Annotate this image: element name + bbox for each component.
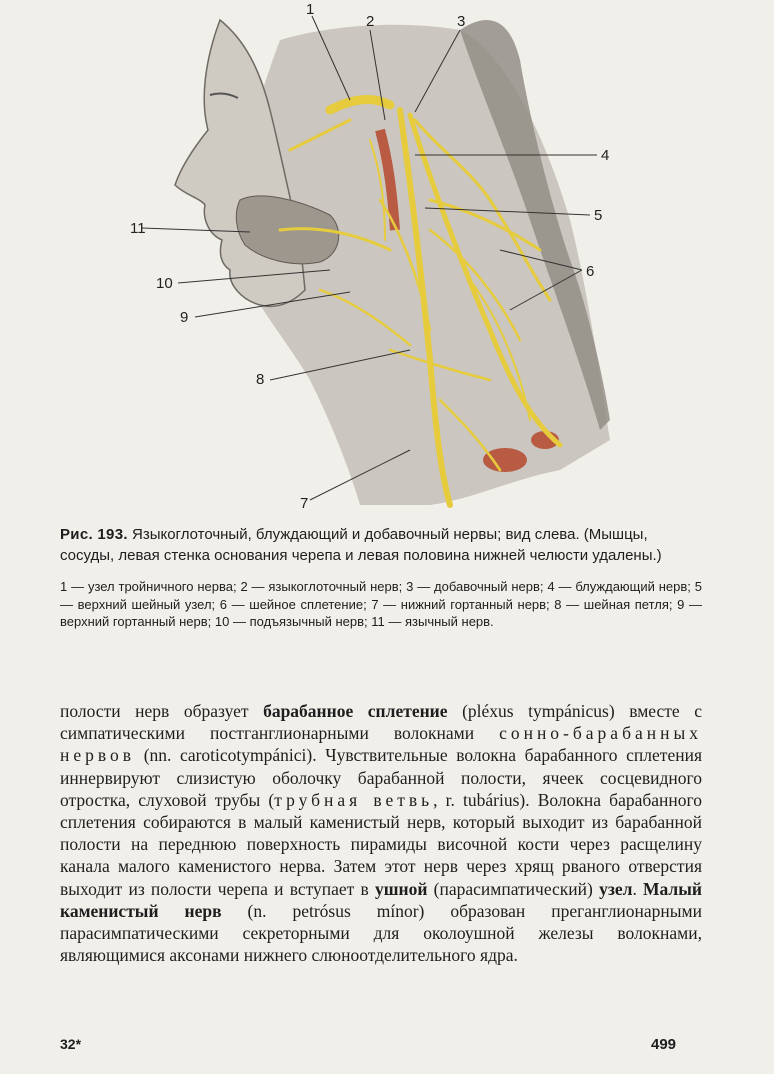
anatomical-figure bbox=[130, 0, 630, 512]
callout-label-6: 6 bbox=[586, 263, 595, 280]
term-ganglion: узел bbox=[599, 878, 633, 899]
term-tubal-branch: трубная ветвь bbox=[274, 789, 434, 810]
body-text-run: (n. petrósus mínor) образован преганглионарными парасимпатическими секреторными для околоушной железы волокнами, являющимися аксонами нижнего слюноотделительного ядра. bbox=[60, 900, 702, 966]
callout-label-2: 2 bbox=[366, 13, 375, 30]
caption-title-text: Языкоглоточный, блуждающий и добавочный нервы; вид слева. (Мышцы, сосуды, левая стенка основания черепа и левая половина нижней челюсти удалены.) bbox=[60, 526, 662, 564]
vessel-lower bbox=[483, 448, 527, 472]
body-text-run: . bbox=[632, 878, 644, 899]
body-text-run: (pléxus tympánicus) вместе с симпатическими постганглионарными волокнами bbox=[60, 701, 702, 744]
callout-label-1: 1 bbox=[306, 1, 315, 18]
figure-caption bbox=[60, 524, 702, 631]
term-caroticotympanic-nerves: сонно-барабанных нервов bbox=[60, 723, 702, 766]
body-paragraph bbox=[60, 700, 702, 966]
callout-label-8: 8 bbox=[256, 371, 265, 388]
body-text-run: (nn. caroticotympánici). Чувствительные волокна барабанного сплетения иннервируют слизистую оболочку барабанной полости, ячеек сосцевидного отростка, слуховой трубы ( bbox=[60, 745, 702, 810]
figure-number: Рис. 193. bbox=[60, 526, 128, 543]
callout-label-4: 4 bbox=[601, 147, 610, 164]
signature-mark: 32* bbox=[60, 1036, 82, 1052]
caption-legend: 1 — узел тройничного нерва; 2 — языкоглоточный нерв; 3 — добавочный нерв; 4 — блуждающий нерв; 5 — верхний шейный узел; 6 — шейное сплетение; 7 — нижний гортанный нерв; 8 — шейная петля; 9 — верхний гортанный нерв; 10 — подъязычный нерв; 11 — язычный нерв. bbox=[60, 579, 702, 629]
term-lesser-petrosal-nerve: Малый каменистый нерв bbox=[60, 878, 703, 921]
callout-label-7: 7 bbox=[300, 495, 309, 512]
callout-label-3: 3 bbox=[457, 13, 466, 30]
callout-label-5: 5 bbox=[594, 207, 603, 224]
body-text-run: (парасимпатический) bbox=[427, 878, 600, 899]
callout-label-10: 10 bbox=[156, 275, 173, 292]
head-neck-illustration bbox=[130, 0, 630, 512]
callout-label-11: 11 bbox=[130, 220, 146, 237]
caption-title bbox=[60, 524, 702, 566]
term-otic: ушной bbox=[375, 878, 428, 899]
callout-label-9: 9 bbox=[180, 309, 189, 326]
page-number: 499 bbox=[651, 1036, 677, 1053]
term-tympanic-plexus: барабанное сплетение bbox=[263, 701, 448, 721]
body-text-run: , r. tubárius). Волокна барабанного сплетения собираются в малый каменистый нерв, который выходит из барабанной полости на переднюю поверхность пирамиды височной кости через расщелину канала малого каменистого нерва. Затем этот нерв через хрящ рваного отверстия выходит из полости черепа и вступает в bbox=[60, 789, 702, 899]
body-text-run: полости нерв образует bbox=[60, 701, 264, 721]
